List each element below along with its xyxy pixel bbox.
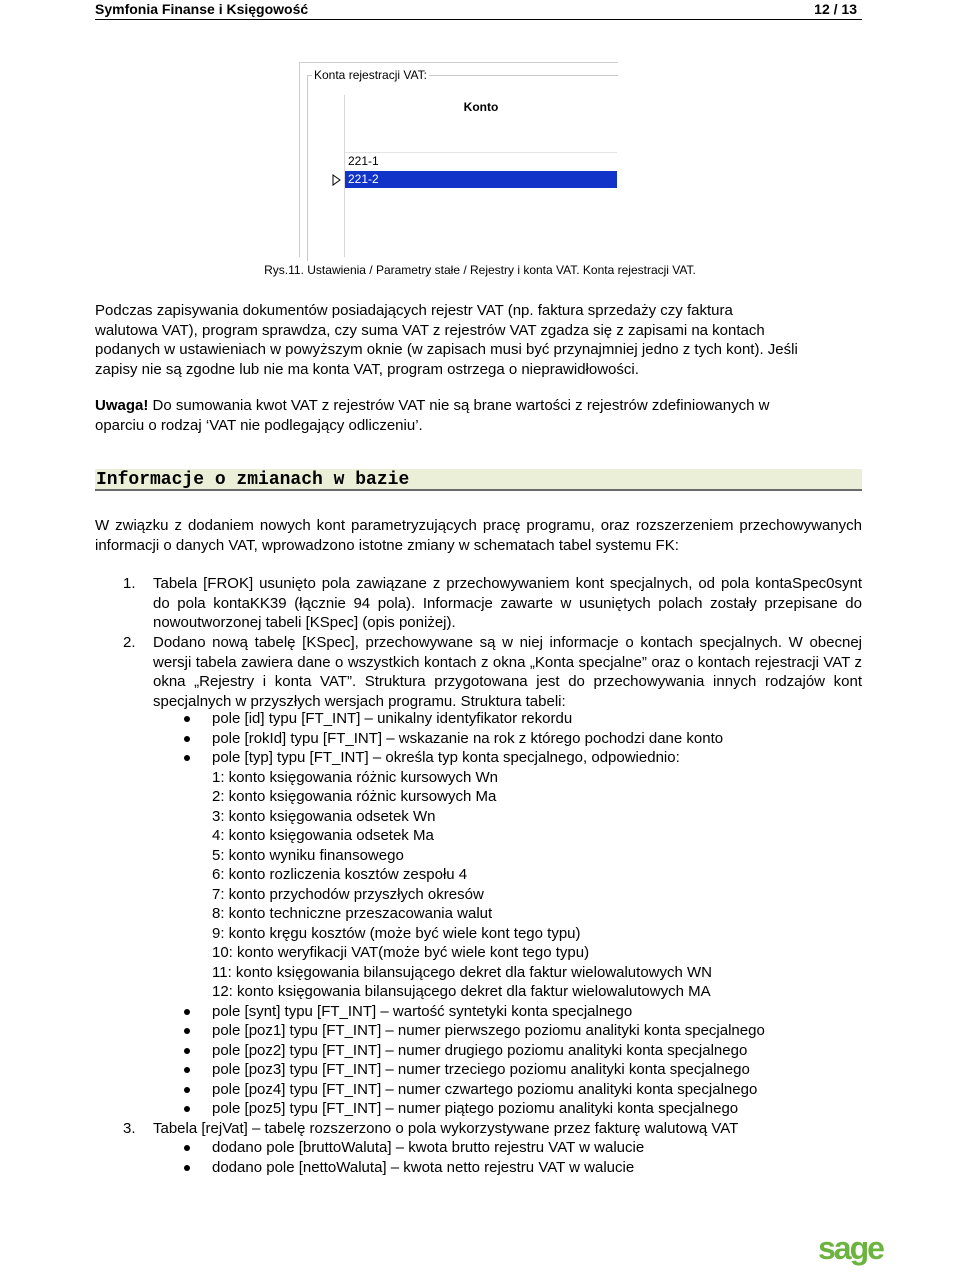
type-item: 11: konto księgowania bilansującego dekret dla faktur wielowalutowych WN — [212, 964, 712, 981]
note-paragraph — [95, 396, 862, 435]
bullet-icon — [184, 736, 190, 742]
bullet-item: pole [synt] typu [FT_INT] – wartość syntetyki konta specjalnego — [212, 1003, 633, 1020]
header-rule — [95, 19, 862, 20]
list-number: 1. — [123, 575, 136, 592]
bullet-item: pole [poz2] typu [FT_INT] – numer drugiego poziomu analityki konta specjalnego — [212, 1042, 748, 1059]
sage-logo — [818, 1232, 892, 1266]
bullet-item: pole [poz4] typu [FT_INT] – numer czwartego poziomu analityki konta specjalnego — [212, 1081, 758, 1098]
type-item: 6: konto rozliczenia kosztów zespołu 4 — [212, 866, 468, 883]
group-label: Konta rejestracji VAT: — [314, 68, 427, 82]
intro-paragraph: W związku z dodaniem nowych kont parametryzujących pracę programu, oraz rozszerzeniem przechowywanych informacji o danych VAT, wprowadzono istotne zmiany w schematach tabel systemu FK: — [95, 517, 862, 554]
bullet-icon — [184, 755, 190, 761]
paragraph-line: Podczas zapisywania dokumentów posiadających rejestr VAT (np. faktura sprzedaży czy faktura — [95, 302, 733, 319]
figure-caption: Rys.11. Ustawienia / Parametry stałe / Rejestry i konta VAT. Konta rejestracji VAT. — [264, 263, 696, 277]
page-number: 12 / 13 — [814, 1, 857, 17]
bullet-icon — [184, 1028, 190, 1034]
note-text: Do sumowania kwot VAT z rejestrów VAT nie są brane wartości z rejestrów zdefiniowanych w — [148, 397, 770, 414]
type-item: 10: konto weryfikacji VAT(może być wiele kont tego typu) — [212, 944, 590, 961]
logo-text: sage — [818, 1232, 883, 1266]
list-item-text: Dodano nową tabelę [KSpec], przechowywane są w niej informacje o kontach specjalnych. W obecnej wersji tabela zawiera dane o wszystkich kontach z okna „Konta specjalne” oraz o kontach rejestracji VAT z okna „Rejestry i konta VAT”. Struktura przygotowana jest do przechowywania innych rodzajów kont specjalnych w przyszłych wersjach programu. Struktura tabeli: — [153, 634, 862, 710]
grid-row[interactable]: 221-1 — [348, 154, 379, 168]
accounts-grid — [328, 95, 617, 257]
type-item: 5: konto wyniku finansowego — [212, 847, 404, 864]
type-item: 8: konto techniczne przeszacowania walut — [212, 905, 493, 922]
page-header — [95, 0, 862, 20]
bullet-item: pole [rokId] typu [FT_INT] – wskazanie na rok z którego pochodzi dane konto — [212, 730, 724, 747]
bullet-icon — [184, 1165, 190, 1171]
list-item-text: Tabela [rejVat] – tabelę rozszerzono o pola wykorzystywane przez fakturę walutową VAT — [153, 1120, 739, 1137]
bullet-icon — [184, 716, 190, 722]
note-text-2: oparciu o rodzaj ‘VAT nie podlegający odliczeniu’. — [95, 416, 423, 434]
bullet-icon — [184, 1087, 190, 1093]
paragraph-line: podanych w ustawieniach w powyższym oknie (w zapisach musi być przynajmniej jedno z tych kont). Jeśli — [95, 341, 798, 358]
bullet-item: pole [poz5] typu [FT_INT] – numer piątego poziomu analityki konta specjalnego — [212, 1100, 739, 1117]
document-title: Symfonia Finanse i Księgowość — [95, 1, 309, 17]
bullet-icon — [184, 1048, 190, 1054]
bullet-icon — [184, 1145, 190, 1151]
bullet-item: pole [id] typu [FT_INT] – unikalny identyfikator rekordu — [212, 710, 573, 727]
paragraph-line: walutowa VAT), program sprawdza, czy suma VAT z rejestrów VAT zgadza się z zapisami na kontach — [95, 321, 765, 339]
list-number: 3. — [123, 1120, 136, 1137]
bullet-icon — [184, 1067, 190, 1073]
type-item: 4: konto księgowania odsetek Ma — [212, 827, 434, 844]
type-item: 3: konto księgowania odsetek Wn — [212, 808, 436, 825]
section-heading: Informacje o zmianach w bazie — [95, 469, 862, 491]
type-item: 9: konto kręgu kosztów (może być wiele kont tego typu) — [212, 925, 581, 942]
note-label: Uwaga! — [95, 397, 149, 414]
grid-row-selected[interactable]: 221-2 — [345, 171, 617, 188]
paragraph-line: zapisy nie są zgodne lub nie ma konta VAT, program ostrzega o nieprawidłowości. — [95, 360, 639, 378]
bullet-item: dodano pole [bruttoWaluta] – kwota brutto rejestru VAT w walucie — [212, 1139, 645, 1156]
current-row-arrow-icon — [332, 174, 342, 186]
column-header-konto[interactable]: Konto — [463, 100, 499, 114]
bullet-item: dodano pole [nettoWaluta] – kwota netto rejestru VAT w walucie — [212, 1159, 635, 1176]
type-item: 2: konto księgowania różnic kursowych Ma — [212, 788, 497, 805]
bullet-icon — [184, 1106, 190, 1112]
paragraph-vat-check — [95, 301, 862, 379]
list-item-text: Tabela [FROK] usunięto pola zawiązane z przechowywaniem kont specjalnych, od pola kontaSpec0synt do pola kontaKK39 (łącznie 94 pola). Informacje zawarte w usuniętych polach zostały przepisane do nowoutworzonej tabeli [KSpec] (opis poniżej). — [153, 575, 862, 631]
list-number: 2. — [123, 634, 136, 651]
bullet-item: pole [poz1] typu [FT_INT] – numer pierwszego poziomu analityki konta specjalnego — [212, 1022, 765, 1039]
bullet-icon — [184, 1009, 190, 1015]
bullet-item: pole [typ] typu [FT_INT] – określa typ konta specjalnego, odpowiednio: — [212, 749, 680, 766]
type-item: 12: konto księgowania bilansującego dekret dla faktur wielowalutowych MA — [212, 983, 711, 1000]
bullet-item: pole [poz3] typu [FT_INT] – numer trzeciego poziomu analityki konta specjalnego — [212, 1061, 750, 1078]
figure-vat-accounts — [299, 62, 618, 257]
type-item: 7: konto przychodów przyszłych okresów — [212, 886, 484, 903]
type-item: 1: konto księgowania różnic kursowych Wn — [212, 769, 498, 786]
